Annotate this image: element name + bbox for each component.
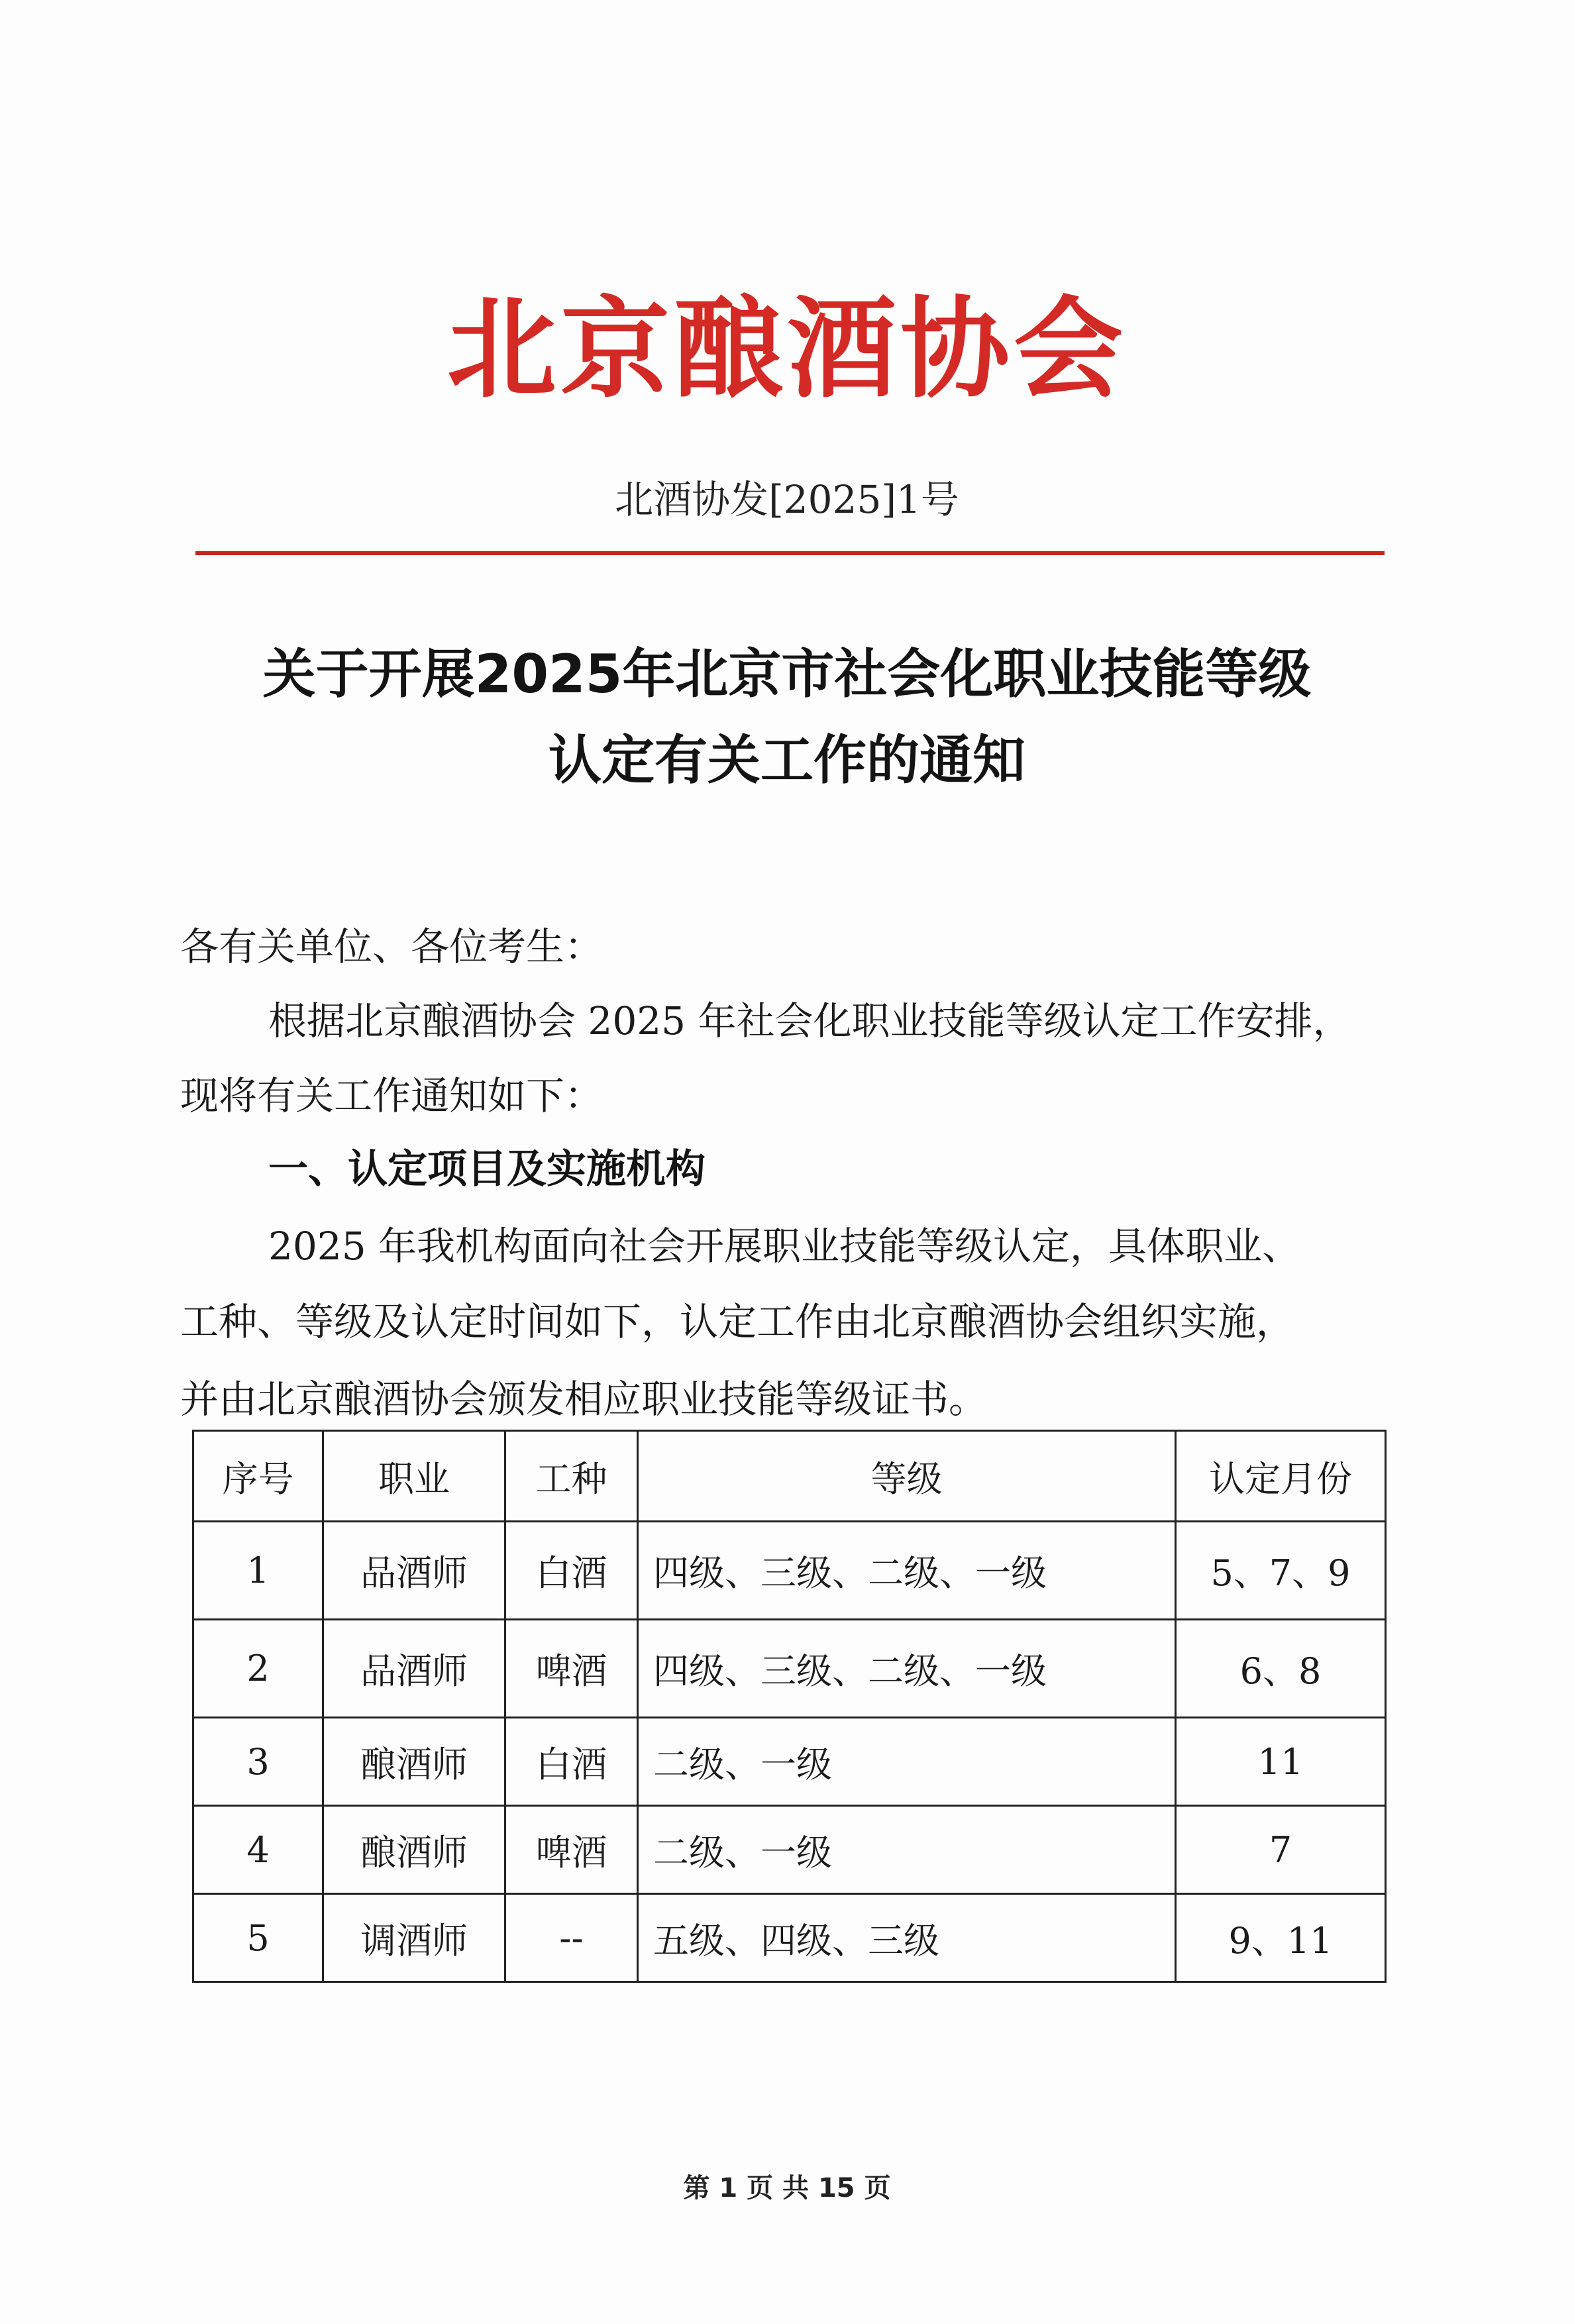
- cell-occupation: 酿酒师: [323, 1718, 505, 1806]
- cell-occupation: 酿酒师: [323, 1806, 505, 1894]
- cell-level: 二级、一级: [638, 1718, 1176, 1806]
- paragraph-1-line-1: 根据北京酿酒协会 2025 年社会化职业技能等级认定工作安排，: [268, 998, 1351, 1043]
- header-cell-level: 等级: [638, 1431, 1176, 1522]
- header-cell-work-type: 工种: [505, 1431, 638, 1522]
- cell-month: 11: [1176, 1718, 1386, 1806]
- table-row: [193, 1718, 1386, 1806]
- organization-name: 北京酿酒协会: [447, 286, 1127, 413]
- cell-level: 四级、三级、二级、一级: [638, 1620, 1176, 1718]
- page-number-footer: 第 1 页 共 15 页: [683, 2173, 891, 2203]
- cell-work-type: 啤酒: [505, 1806, 638, 1894]
- cell-index: 5: [193, 1894, 323, 1982]
- cell-index: 4: [193, 1806, 323, 1894]
- cell-index: 3: [193, 1718, 323, 1806]
- cell-work-type: 白酒: [505, 1718, 638, 1806]
- cell-month: 6、8: [1176, 1620, 1386, 1718]
- cell-month: 9、11: [1176, 1894, 1386, 1982]
- cell-month: 5、7、9: [1176, 1522, 1386, 1620]
- certification-table: [192, 1430, 1387, 1983]
- cell-index: 2: [193, 1620, 323, 1718]
- notice-title-line-1: 关于开展2025年北京市社会化职业技能等级: [262, 643, 1312, 705]
- cell-month: 7: [1176, 1806, 1386, 1894]
- table-header-row: [193, 1431, 1386, 1522]
- cell-level: 五级、四级、三级: [638, 1894, 1176, 1982]
- cell-work-type: 白酒: [505, 1522, 638, 1620]
- header-cell-index: 序号: [193, 1431, 323, 1522]
- document-number: 北酒协发[2025]1号: [615, 477, 959, 522]
- notice-title-line-2: 认定有关工作的通知: [549, 729, 1025, 791]
- header-cell-month: 认定月份: [1176, 1431, 1386, 1522]
- cell-occupation: 调酒师: [323, 1894, 505, 1982]
- red-divider-line: [195, 551, 1385, 555]
- paragraph-2-line-1: 2025 年我机构面向社会开展职业技能等级认定，具体职业、: [268, 1224, 1301, 1269]
- paragraph-2-line-3: 并由北京酿酒协会颁发相应职业技能等级证书。: [180, 1377, 988, 1422]
- cell-occupation: 品酒师: [323, 1620, 505, 1718]
- table-row: [193, 1522, 1386, 1620]
- salutation: 各有关单位、各位考生：: [180, 924, 603, 969]
- table-row: [193, 1894, 1386, 1982]
- cell-work-type: 啤酒: [505, 1620, 638, 1718]
- paragraph-2-line-2: 工种、等级及认定时间如下，认定工作由北京酿酒协会组织实施，: [180, 1299, 1295, 1344]
- cell-level: 四级、三级、二级、一级: [638, 1522, 1176, 1620]
- paragraph-1-line-2: 现将有关工作通知如下：: [180, 1073, 603, 1118]
- cell-index: 1: [193, 1522, 323, 1620]
- table-row: [193, 1806, 1386, 1894]
- cell-work-type: --: [505, 1894, 638, 1982]
- section-1-heading: 一、认定项目及实施机构: [268, 1146, 706, 1192]
- header-cell-occupation: 职业: [323, 1431, 505, 1522]
- cell-occupation: 品酒师: [323, 1522, 505, 1620]
- table-row: [193, 1620, 1386, 1718]
- cell-level: 二级、一级: [638, 1806, 1176, 1894]
